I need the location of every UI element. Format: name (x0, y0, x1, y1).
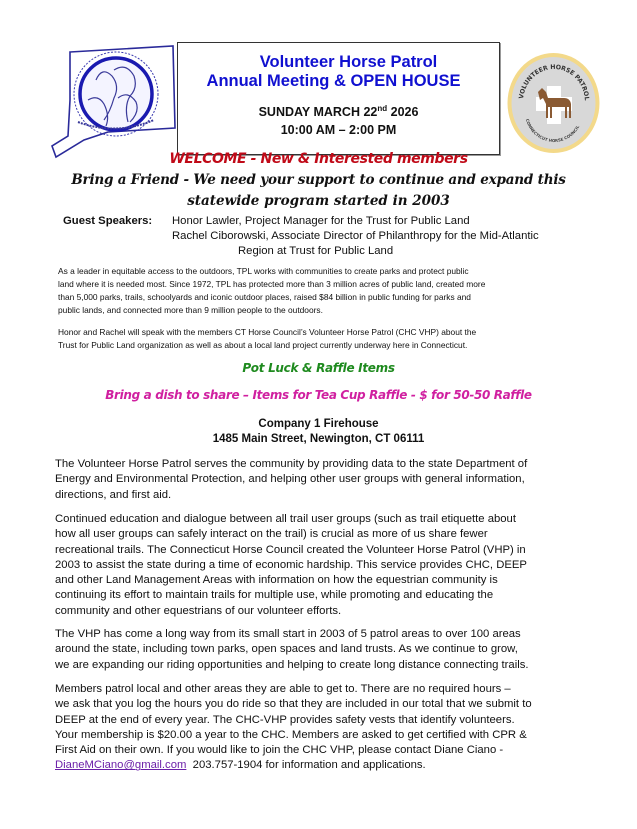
speaker-2: Rachel Ciborowski, Associate Director of Philanthropy for the Mid-Atlantic (172, 230, 539, 242)
paragraph-line: we are expanding our riding opportunities and helping to create long distance connecting trails. (55, 658, 529, 671)
horse-badge-icon (505, 50, 602, 156)
venue-name: Company 1 Firehouse (258, 418, 379, 430)
paragraph-line: continuing its effort to maintain trails for multiple use, while promoting and educating the (55, 589, 494, 602)
paragraph-line: Trust for Public Land organization as well as about a local land project currently underway here in Connecticut. (58, 340, 468, 350)
paragraph-line: recreational trails. The Connecticut Horse Council created the Volunteer Horse Patrol (VHP) in (55, 543, 526, 556)
venue-address: 1485 Main Street, Newington, CT 06111 (212, 433, 425, 445)
event-time: 10:00 AM – 2:00 PM (280, 123, 397, 137)
membership-paragraph (55, 682, 600, 774)
paragraph-line: directions, and first aid. (55, 488, 172, 501)
bring-friend-line1: Bring a Friend - We need your support to continue and expand this (71, 172, 566, 188)
event-date (178, 105, 499, 119)
paragraph-line: and other Land Management Areas with information on how the equestrian community is (55, 574, 498, 587)
tpl-description-paragraph (58, 265, 588, 317)
paragraph-line: Continued education and dialogue between all trail user groups (such as trail etiquette about (55, 513, 516, 525)
ct-horse-council-logo (48, 40, 180, 162)
speaker-2-continued: Region at Trust for Public Land (238, 245, 394, 257)
paragraph-line: public lands, and connected more than 9 million people to the outdoors. (58, 305, 323, 315)
contact-phone-text: 203.757-1904 for information and applications. (186, 759, 426, 772)
paragraph-line: around the state, including town parks, open spaces and land trusts. As we continue to grow, (55, 643, 518, 656)
education-paragraph (55, 512, 600, 619)
vhp-service-paragraph (55, 457, 600, 503)
event-date-year: 2026 (387, 105, 419, 119)
event-title-box (177, 42, 500, 155)
paragraph-line: community and other equestrians of our volunteer efforts. (55, 604, 342, 617)
paragraph-line: 2003 to assist the state during a time of economic hardship. This service provides CHC, DEEP (55, 558, 527, 571)
guest-speakers-label: Guest Speakers: (63, 215, 153, 227)
potluck-heading: Pot Luck & Raffle Items (242, 361, 395, 375)
paragraph-line: The Volunteer Horse Patrol serves the community by providing data to the state Department of (55, 458, 528, 470)
paragraph-line: we ask that you log the hours you do ride so that they are included in our total that we submit to (55, 698, 532, 711)
paragraph-line: Your membership is $20.00 a year to the CHC. Members are asked to get certified with CPR & (55, 728, 527, 741)
event-date-ordinal: nd (377, 104, 388, 113)
paragraph-line: As a leader in equitable access to the outdoors, TPL works with communities to create parks and protect public (58, 266, 469, 276)
welcome-heading: WELCOME - New & Interested members (169, 151, 468, 167)
speaker-1: Honor Lawler, Project Manager for the Trust for Public Land (172, 215, 470, 227)
badge-bottom-text: CONNECTICUT HORSE COUNCIL (524, 118, 581, 144)
speakers-topic-paragraph (58, 326, 588, 352)
raffle-heading: Bring a dish to share – Items for Tea Cup Raffle - $ for 50-50 Raffle (105, 388, 532, 402)
contact-line (55, 758, 600, 773)
vhp-badge-logo (505, 50, 602, 156)
badge-top-text: VOLUNTEER HORSE PATROL (518, 63, 591, 101)
paragraph-line: Honor and Rachel will speak with the members CT Horse Council’s Volunteer Horse Patrol (CHC VHP) about the (58, 327, 477, 337)
paragraph-line: The VHP has come a long way from its small start in 2003 of 5 patrol areas to over 100 areas (55, 628, 521, 640)
ct-seal-icon (48, 40, 180, 162)
paragraph-line: DEEP at the end of every year. The CHC-VHP provides safety vests that identify volunteers. (55, 713, 515, 726)
event-date-prefix: SUNDAY MARCH 22 (258, 105, 378, 119)
paragraph-line: Members patrol local and other areas they are able to get to. There are no required hours – (55, 683, 511, 695)
contact-email-link[interactable]: DianeMCiano@gmail.com (55, 759, 187, 772)
event-title-line2: Annual Meeting & OPEN HOUSE (206, 72, 461, 90)
event-title-line1: Volunteer Horse Patrol (259, 53, 438, 71)
bring-friend-line2: statewide program started in 2003 (187, 193, 450, 209)
growth-paragraph (55, 627, 600, 673)
paragraph-line: First Aid on their own. If you would like to join the CHC VHP, please contact Diane Ciano - (55, 744, 504, 757)
paragraph-line: than 5,000 parks, trails, schoolyards and iconic outdoor places, raised $84 billion in public funding for parks and (58, 292, 471, 302)
paragraph-line: Energy and Environmental Protection, and helping other user groups with general information, (55, 473, 525, 486)
paragraph-line: land where it is needed most. Since 1972, TPL has protected more than 3 million acres of public land, created more (58, 279, 486, 289)
paragraph-line: how all user groups can safely interact on the trail) is crucial as more of us share fewer (55, 528, 488, 541)
